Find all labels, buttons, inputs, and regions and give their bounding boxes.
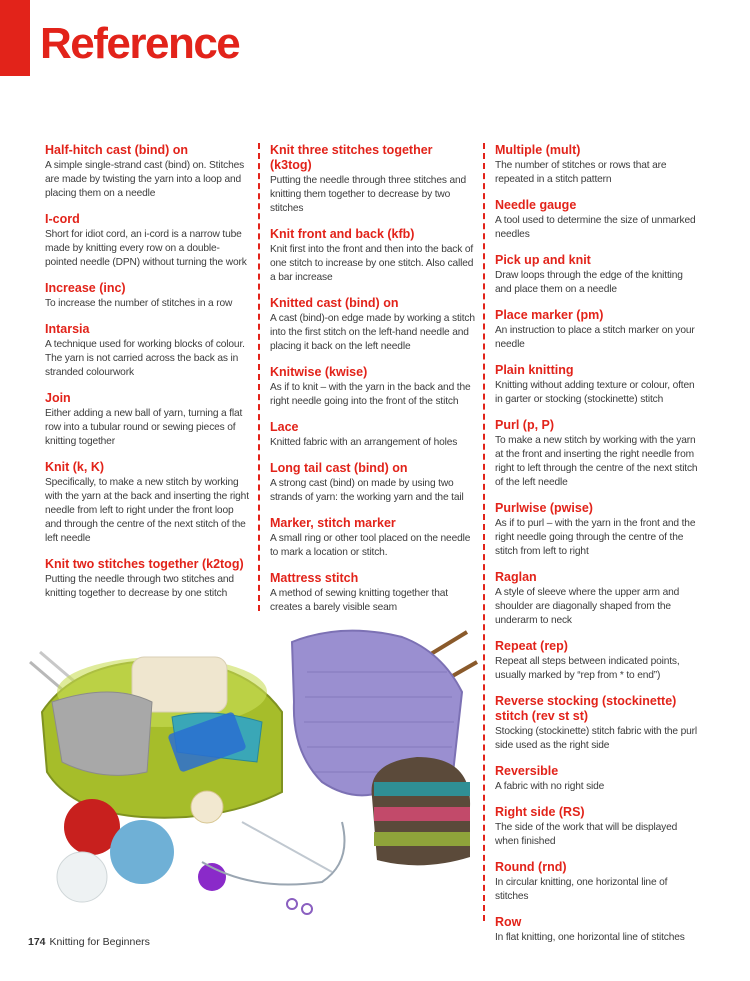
glossary-column-1	[45, 143, 250, 612]
glossary-entry	[270, 571, 475, 615]
column-divider	[258, 143, 260, 611]
glossary-entry	[270, 296, 475, 354]
glossary-entry	[495, 253, 700, 297]
glossary-entry	[270, 420, 475, 450]
glossary-entry	[45, 557, 250, 601]
glossary-definition: As if to purl – with the yarn in the front and the right needle going through the centre of the stitch from left to right	[495, 518, 696, 557]
glossary-entry	[45, 391, 250, 449]
glossary-definition: In circular knitting, one horizontal line of stitches	[495, 877, 668, 902]
glossary-term: Row	[495, 915, 522, 929]
page-title: Reference	[40, 19, 240, 68]
glossary-term: Place marker (pm)	[495, 308, 604, 322]
glossary-term: Knit (k, K)	[45, 460, 105, 474]
blue-yarn-ball	[110, 820, 174, 884]
glossary-definition: Repeat all steps between indicated points, usually marked by “rep from * to end”)	[495, 656, 680, 681]
glossary-entry	[495, 764, 700, 794]
glossary-entry	[495, 363, 700, 407]
book-title: Knitting for Beginners	[49, 936, 150, 948]
glossary-entry	[495, 915, 700, 945]
glossary-term: Knitwise (kwise)	[270, 365, 368, 379]
glossary-definition: To increase the number of stitches in a row	[45, 298, 233, 309]
glossary-entry	[495, 860, 700, 904]
glossary-definition: Stocking (stockinette) stitch fabric with the purl side used as the right side	[495, 726, 697, 751]
chapter-tab	[0, 0, 30, 76]
glossary-entry	[270, 227, 475, 285]
page-footer	[28, 936, 150, 948]
glossary-term: Knit three stitches together (k3tog)	[270, 143, 433, 172]
glossary-definition: The number of stitches or rows that are repeated in a stitch pattern	[495, 160, 667, 185]
glossary-term: Plain knitting	[495, 363, 574, 377]
white-yarn-ball	[57, 852, 107, 902]
glossary-definition: Putting the needle through three stitches and knitting them together to decrease by two stitches	[270, 175, 467, 214]
glossary-definition: Knitted fabric with an arrangement of holes	[270, 437, 458, 448]
glossary-term: Pick up and knit	[495, 253, 591, 267]
glossary-definition: Short for idiot cord, an i-cord is a narrow tube made by knitting every row on a double-pointed needle (DPN) without turning the work	[45, 229, 247, 268]
pin-tin	[191, 791, 223, 823]
glossary-entry	[270, 143, 475, 216]
glossary-entry	[495, 308, 700, 352]
knitting-supplies-illustration	[22, 622, 490, 922]
glossary-term: Half-hitch cast (bind) on	[45, 143, 189, 157]
glossary-definition: A simple single-strand cast (bind) on. Stitches are made by twisting the yarn into a loop and placing them on a needle	[45, 160, 245, 199]
glossary-term: Marker, stitch marker	[270, 516, 396, 530]
glossary-entry	[45, 143, 250, 201]
glossary-column-3	[495, 143, 700, 956]
glossary-entry	[270, 516, 475, 560]
glossary-column-2	[270, 143, 475, 626]
glossary-definition: Knitting without adding texture or colour, often in garter or stocking (stockinette) stitch	[495, 380, 695, 405]
grey-knitting	[52, 692, 152, 775]
glossary-definition: In flat knitting, one horizontal line of stitches	[495, 932, 685, 943]
glossary-definition: To make a new stitch by working with the yarn at the front and inserting the right needle from right to left through the centre of the next stitch of the left needle	[495, 435, 698, 488]
glossary-definition: Draw loops through the edge of the knitting and place them on a needle	[495, 270, 683, 295]
glossary-entry	[270, 365, 475, 409]
glossary-term: Repeat (rep)	[495, 639, 568, 653]
glossary-definition: A technique used for working blocks of colour. The yarn is not carried across the back as in stranded colourwork	[45, 339, 245, 378]
glossary-term: Multiple (mult)	[495, 143, 581, 157]
glossary-term: I-cord	[45, 212, 80, 226]
glossary-term: Reversible	[495, 764, 559, 778]
glossary-definition: A fabric with no right side	[495, 781, 605, 792]
glossary-term: Needle gauge	[495, 198, 577, 212]
glossary-definition: A strong cast (bind) on made by using two strands of yarn: the working yarn and the tail	[270, 478, 464, 503]
glossary-definition: Putting the needle through two stitches and knitting together to decrease by one stitch	[45, 574, 234, 599]
glossary-definition: A cast (bind)-on edge made by working a stitch into the first stitch on the left-hand needle and placing it back on the left needle	[270, 313, 475, 352]
page-number: 174	[28, 936, 46, 948]
glossary-term: Raglan	[495, 570, 537, 584]
glossary-term: Join	[45, 391, 71, 405]
glossary-entry	[45, 212, 250, 270]
glossary-entry	[270, 461, 475, 505]
glossary-term: Purlwise (pwise)	[495, 501, 593, 515]
glossary-term: Purl (p, P)	[495, 418, 555, 432]
glossary-term: Knit two stitches together (k2tog)	[45, 557, 244, 571]
glossary-definition: As if to knit – with the yarn in the back and the right needle going into the front of the stitch	[270, 382, 471, 407]
glossary-term: Long tail cast (bind) on	[270, 461, 408, 475]
glossary-entry	[45, 322, 250, 380]
glossary-entry	[495, 418, 700, 490]
glossary-term: Intarsia	[45, 322, 90, 336]
glossary-entry	[495, 805, 700, 849]
glossary-term: Mattress stitch	[270, 571, 359, 585]
glossary-entry	[495, 570, 700, 628]
glossary-entry	[45, 281, 250, 311]
glossary-definition: The side of the work that will be displayed when finished	[495, 822, 678, 847]
glossary-entry	[495, 501, 700, 559]
glossary-term: Right side (RS)	[495, 805, 585, 819]
glossary-definition: Specifically, to make a new stitch by working with the yarn at the back and inserting the right needle from left to right under the front loop and through the centre of the next stitch of the left needle	[45, 477, 249, 544]
glossary-term: Reverse stocking (stockinette) stitch (rev st st)	[495, 694, 677, 723]
glossary-entry	[45, 460, 250, 546]
glossary-definition: Knit first into the front and then into the back of one stitch to increase by one stitch. Also called a bar increase	[270, 244, 474, 283]
glossary-term: Knit front and back (kfb)	[270, 227, 415, 241]
glossary-entry	[495, 143, 700, 187]
glossary-definition: A method of sewing knitting together that creates a barely visible seam	[270, 588, 448, 613]
glossary-definition: Either adding a new ball of yarn, turning a flat row into a tubular round or sewing pieces of knitting together	[45, 408, 243, 447]
glossary-term: Round (rnd)	[495, 860, 567, 874]
glossary-term: Increase (inc)	[45, 281, 126, 295]
glossary-entry	[495, 694, 700, 753]
glossary-entry	[495, 198, 700, 242]
glossary-definition: A small ring or other tool placed on the needle to mark a location or stitch.	[270, 533, 471, 558]
glossary-term: Lace	[270, 420, 299, 434]
glossary-term: Knitted cast (bind) on	[270, 296, 399, 310]
glossary-definition: An instruction to place a stitch marker on your needle	[495, 325, 695, 350]
glossary-entry	[495, 639, 700, 683]
glossary-definition: A style of sleeve where the upper arm and shoulder are diagonally shaped from the underarm to neck	[495, 587, 680, 626]
glossary-definition: A tool used to determine the size of unmarked needles	[495, 215, 696, 240]
